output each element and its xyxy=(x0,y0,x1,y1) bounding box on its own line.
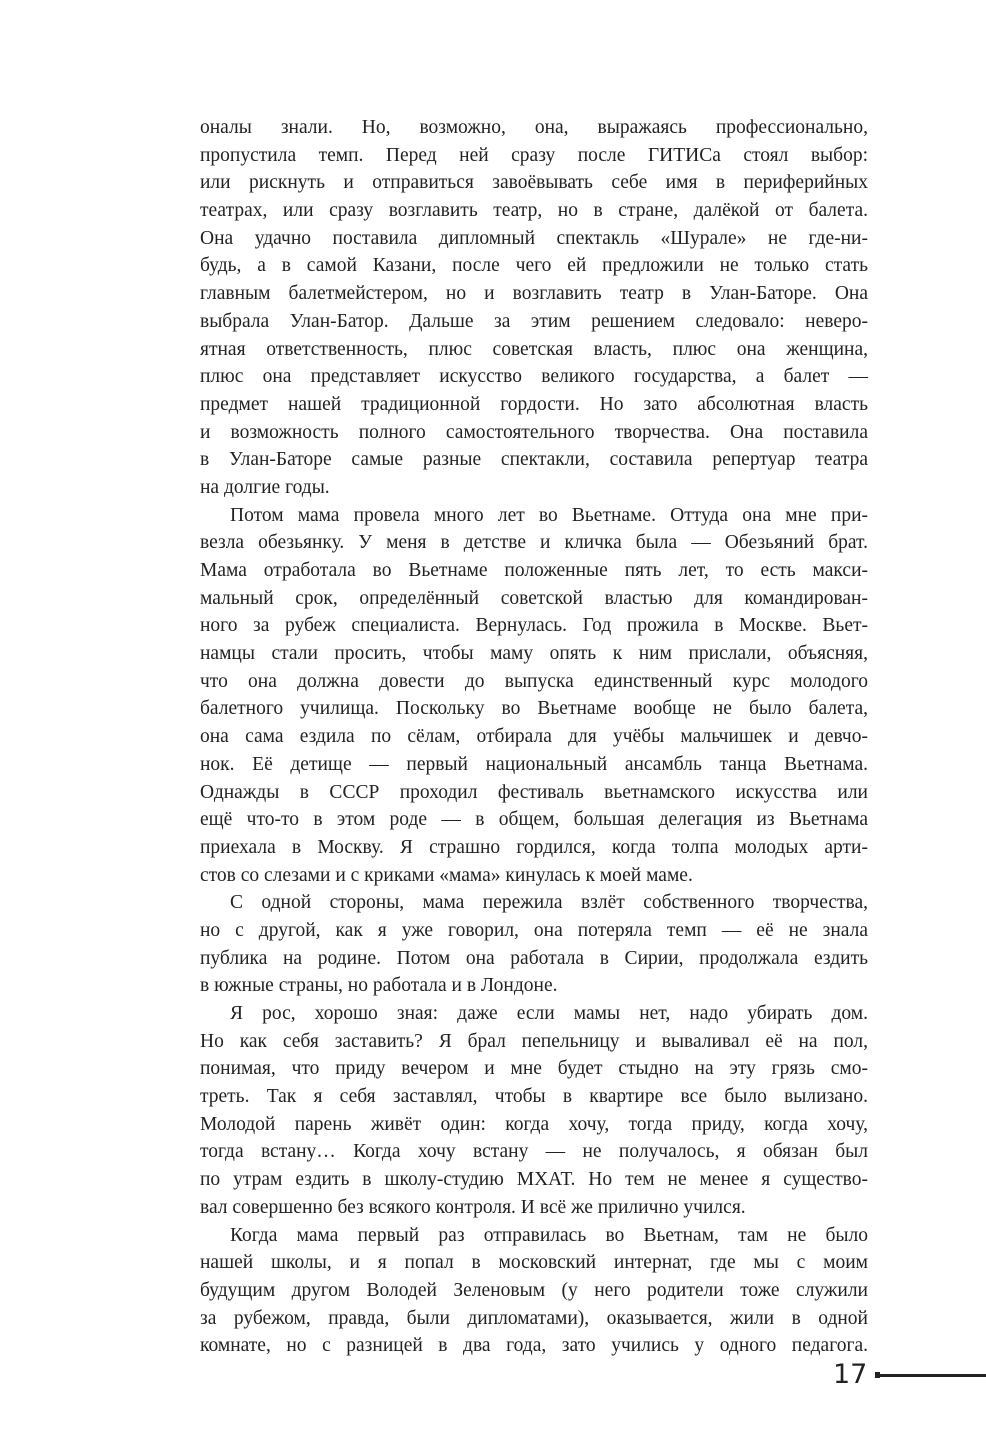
text-line: Она удачно поставила дипломный спектакль «Шурале» не где-ни- xyxy=(200,227,868,249)
text-line: на долгие годы. xyxy=(200,476,330,498)
text-line: пропустила темп. Перед ней сразу после ГИТИСа стоял выбор: xyxy=(200,144,868,166)
text-line: в южные страны, но работала и в Лондоне. xyxy=(200,975,558,997)
text-line: публика на родине. Потом она работала в Сирии, продолжала ездить xyxy=(200,947,868,969)
text-line: в Улан-Баторе самые разные спектакли, составила репертуар театра xyxy=(200,449,868,471)
page-number-rule xyxy=(879,1374,986,1377)
text-line: Я рос, хорошо зная: даже если мамы нет, надо убирать дом. xyxy=(230,1003,868,1024)
paragraph xyxy=(200,502,868,890)
text-line: нок. Её детище — первый национальный ансамбль танца Вьетнама. xyxy=(200,753,868,775)
text-line: ещё что-то в этом роде — в общем, большая делегация из Вьетнама xyxy=(200,809,868,831)
paragraph xyxy=(200,1000,868,1222)
text-line: стов со слезами и с криками «мама» кинулась к моей маме. xyxy=(200,864,693,886)
text-line: везла обезьянку. У меня в детстве и кличка была — Обезьяний брат. xyxy=(200,532,868,554)
text-line: нашей школы, и я попал в московский интернат, где мы с моим xyxy=(200,1252,868,1274)
text-line: вал совершенно без всякого контроля. И всё же прилично учился. xyxy=(200,1196,746,1218)
text-line: треть. Так я себя заставлял, чтобы в квартире все было вылизано. xyxy=(200,1086,868,1108)
text-line: намцы стали просить, чтобы маму опять к ним прислали, объясняя, xyxy=(200,643,868,665)
text-line: приехала в Москву. Я страшно гордился, когда толпа молодых арти- xyxy=(200,836,868,858)
text-line: будущим другом Володей Зеленовым (у него родители тоже служили xyxy=(200,1279,868,1301)
text-line: выбрала Улан-Батор. Дальше за этим решением следовало: неверо- xyxy=(200,310,868,332)
paragraph xyxy=(200,889,868,1000)
text-line: комнате, но с разницей в два года, зато учились у одного педагога. xyxy=(200,1335,868,1357)
text-line: театрах, или сразу возглавить театр, но в стране, далёкой от балета. xyxy=(200,200,868,222)
text-line: Молодой парень живёт один: когда хочу, тогда приду, когда хочу, xyxy=(200,1113,868,1135)
text-line: по утрам ездить в школу-студию МХАТ. Но тем не менее я существо- xyxy=(200,1169,868,1191)
text-line: она сама ездила по сёлам, отбирала для учёбы мальчишек и девчо- xyxy=(200,726,868,748)
text-line: за рубежом, правда, были дипломатами), оказывается, жили в одной xyxy=(200,1307,868,1329)
text-line: Но как себя заставить? Я брал пепельницу и вываливал её на пол, xyxy=(200,1030,868,1052)
text-line: будь, а в самой Казани, после чего ей предложили не только стать xyxy=(200,255,868,277)
text-line: Мама отработала во Вьетнаме положенные пять лет, то есть макси- xyxy=(200,560,868,581)
text-line: или рискнуть и отправиться завоёвывать себе имя в периферийных xyxy=(200,172,868,194)
text-line: предмет нашей традиционной гордости. Но зато абсолютная власть xyxy=(200,393,868,415)
text-line: и возможность полного самостоятельного творчества. Она поставила xyxy=(200,421,868,443)
text-line: мальный срок, определённый советской властью для командирован- xyxy=(200,587,868,609)
paragraph xyxy=(200,1222,868,1360)
text-line: Когда мама первый раз отправилась во Вьетнам, там не было xyxy=(230,1224,868,1246)
text-line: Потом мама провела много лет во Вьетнаме. Оттуда она мне при- xyxy=(230,504,868,526)
text-line: балетного училища. Поскольку во Вьетнаме вообще не было балета, xyxy=(200,698,868,720)
text-line: главным балетмейстером, но и возглавить театр в Улан-Баторе. Она xyxy=(200,283,868,305)
text-line: тогда встану… Когда хочу встану — не получалось, я обязан был xyxy=(200,1141,868,1163)
text-line: С одной стороны, мама пережила взлёт собственного творчества, xyxy=(230,892,868,914)
text-line: ятная ответственность, плюс советская власть, плюс она женщина, xyxy=(200,338,868,360)
text-line: ного за рубеж специалиста. Вернулась. Год прожила в Москве. Вьет- xyxy=(200,615,868,637)
paragraph xyxy=(200,114,868,502)
text-line: что она должна довести до выпуска единственный курс молодого xyxy=(200,670,868,692)
text-line: понимая, что приду вечером и мне будет стыдно на эту грязь смо- xyxy=(200,1058,868,1080)
page-number: 17 xyxy=(833,1359,868,1390)
text-line: плюс она представляет искусство великого государства, а балет — xyxy=(200,366,868,388)
text-line: Однажды в СССР проходил фестиваль вьетнамского искусства или xyxy=(200,781,868,803)
text-line: оналы знали. Но, возможно, она, выражаясь профессионально, xyxy=(200,117,868,138)
text-line: но с другой, как я уже говорил, она потеряла темп — её не знала xyxy=(200,919,868,941)
body-text xyxy=(200,114,868,1360)
